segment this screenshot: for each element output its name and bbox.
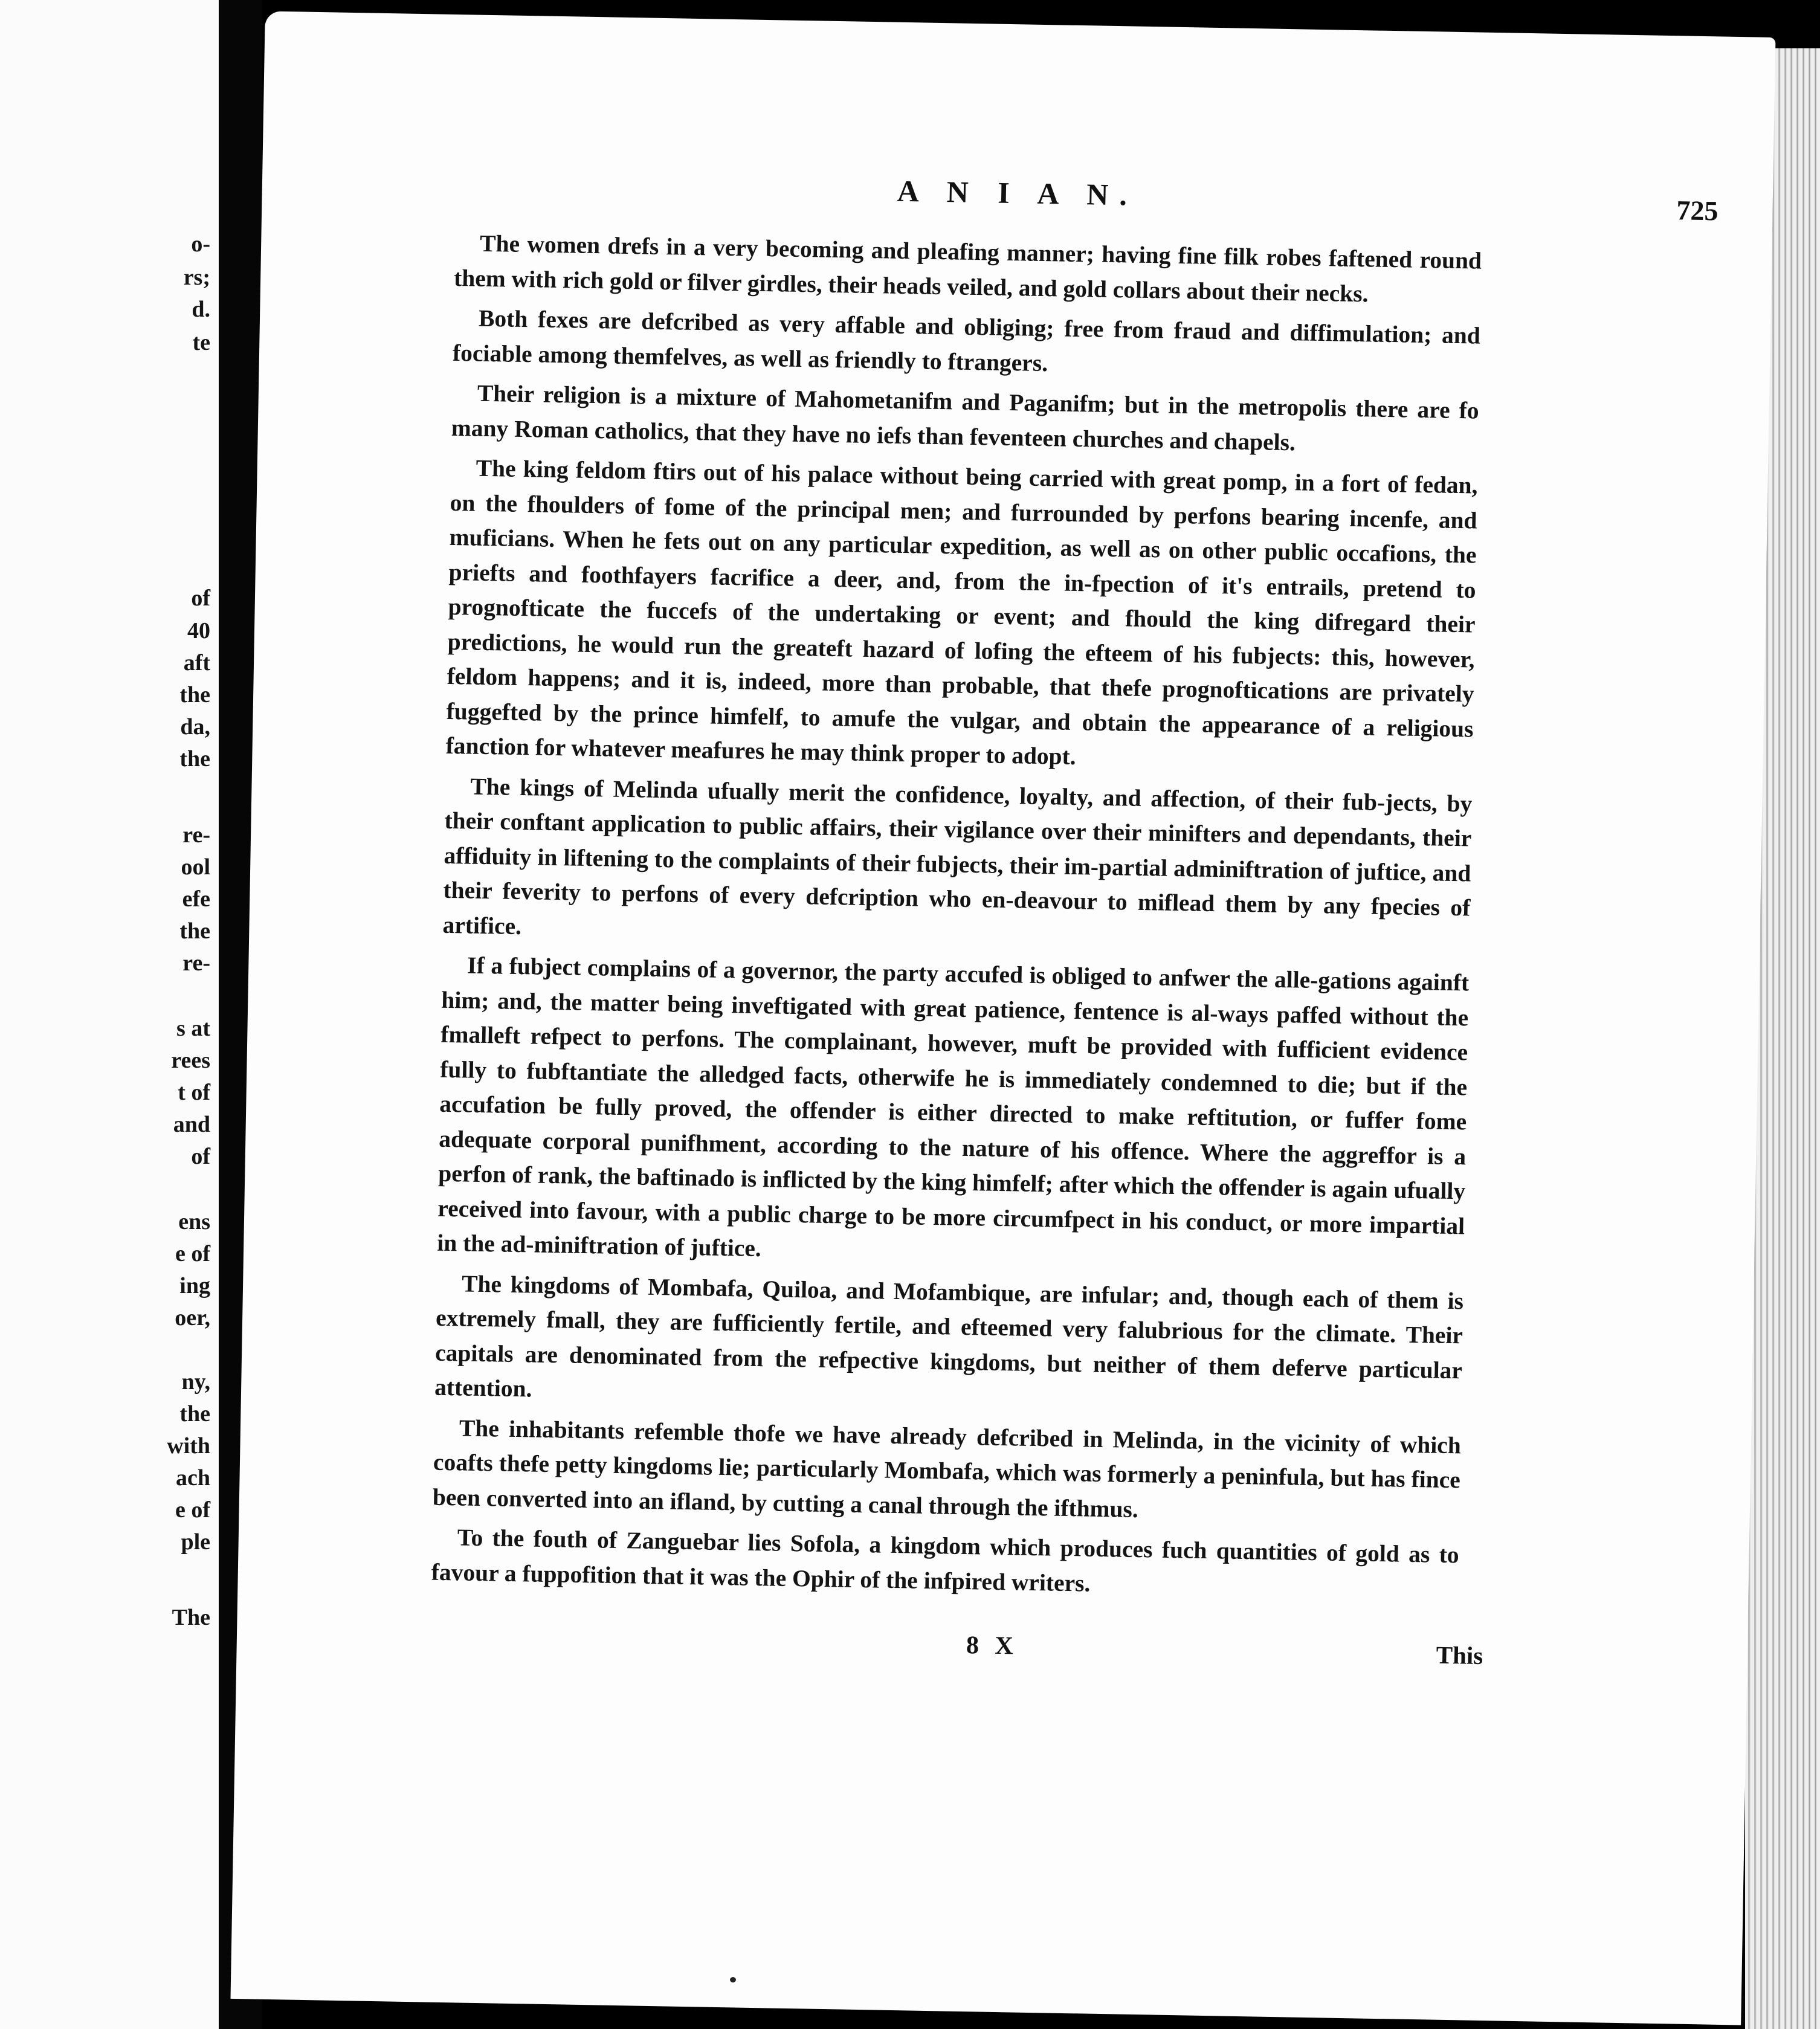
paragraph: Their religion is a mixture of Mahometanifm and Paganifm; but in the metropolis there are fo many Roman catholics, that they have no iefs than feventeen churches and chapels. <box>451 379 1480 456</box>
left-page-line: re- <box>182 822 210 848</box>
paragraph: To the fouth of Zanguebar lies Sofola, a kingdom which produces fuch quantities of gold as to favour a fuppofition that it was the Ophir of the infpired writers. <box>431 1524 1459 1597</box>
left-page-line: the <box>179 746 210 772</box>
left-page-line: with <box>167 1433 210 1459</box>
left-page-line: e of <box>175 1241 210 1266</box>
left-page-line: efe <box>182 886 210 912</box>
left-page-line: s at <box>176 1016 210 1041</box>
left-page-line: aft <box>183 650 210 676</box>
body-text <box>431 226 1482 1613</box>
left-page-line: da, <box>180 714 210 740</box>
ink-speck <box>730 1977 736 1982</box>
running-head: A N I A N. <box>897 173 1138 212</box>
page-number: 725 <box>1676 195 1718 227</box>
paragraph: The women drefs in a very becoming and pleafing manner; having fine filk robes faftened round them with rich gold or filver girdles, their heads veiled, and gold collars about their necks. <box>453 230 1482 307</box>
left-page-line: rees <box>171 1048 210 1073</box>
paragraph: The kings of Melinda ufually merit the confidence, loyalty, and affection, of their fub-jects, by their conftant application to public affairs, their vigilance over their minifters and dependants, their affiduity in liftening to the complaints of their fubjects, their im-partial adminiftration of juftice, and their feverity to perfons of every defcription who en-deavour to miflead them by any fpecies of artifice. <box>442 773 1473 940</box>
left-page-line: ing <box>179 1273 210 1298</box>
left-page-line: of <box>191 585 210 611</box>
left-page-line: the <box>179 918 210 944</box>
left-page-line: ach <box>176 1465 210 1491</box>
left-page-line: d. <box>192 297 210 322</box>
left-page-line: ool <box>181 854 210 880</box>
left-page-line: ple <box>181 1529 210 1555</box>
paragraph: Both fexes are defcribed as very affable and obliging; free from fraud and diffimulation; and fociable among themfelves, as well as friendly to ftrangers. <box>452 305 1481 376</box>
left-page-line: oer, <box>175 1305 210 1331</box>
paragraph: The kingdoms of Mombafa, Quiloa, and Mofambique, are infular; and, though each of them is extremely fmall, they are fufficiently fertile, and efteemed very falubrious for the climate. Their capitals are denominated from the refpective kingdoms, but neither of them deferve particular attention. <box>434 1269 1464 1402</box>
left-page-line: the <box>179 1401 210 1427</box>
paragraph: If a fubject complains of a governor, the party accufed is obliged to anfwer the alle-gations againft him; and, the matter being inveftigated with great patience, fentence is al-ways paffed without the fmalleft refpect to perfons. The complainant, however, muft be provided with fufficient evidence fully to fubftantiate the alledged facts, otherwife he is immediately condemned to die; but if the accufation be fully proved, the offender is either directed to make reftitution, or fuffer fome adequate corporal punifhment, according to the nature of his offence. Where the aggreffor is a perfon of rank, the baftinado is inflicted by the king himfelf; after which the offender is again ufually received into favour, with a public charge to be more circumfpect in his conduct, or more impartial in the ad-miniftration of juftice. <box>436 952 1470 1262</box>
left-page-line: te <box>192 330 210 355</box>
left-page-line: of <box>191 1144 210 1169</box>
left-page-line: e of <box>175 1497 210 1523</box>
signature-mark: 8 X <box>966 1631 1019 1660</box>
left-page-line: ny, <box>181 1369 210 1395</box>
paragraph: The king feldom ftirs out of his palace without being carried with great pomp, in a fort of fedan, on the fhoulders of fome of the principal men; and furrounded by perfons bearing incenfe, and muficians. When he fets out on any particular expedition, as well as on other public occafions, the priefts and foothfayers facrifice a deer, and, from the in-fpection of it's entrails, pretend to prognofticate the fuccefs of the undertaking or event; and fhould the king difregard their predictions, he would run the greateft hazard of lofing the efteem of his fubjects: this, however, feldom happens; and it is, indeed, more than probable, that thefe prognoftications are privately fuggefted by the prince himfelf, to amufe the vulgar, and obtain the appearance of a religious fanction for whatever meafures he may think proper to adopt. <box>445 454 1478 770</box>
left-page-line: re- <box>182 950 210 976</box>
left-page-line: 40 <box>187 618 210 644</box>
catchword: This <box>1436 1640 1483 1670</box>
left-page-line: and <box>173 1112 210 1137</box>
left-page-line: rs; <box>183 265 210 290</box>
book-page <box>230 11 1775 2025</box>
paragraph: The inhabitants refemble thofe we have already defcribed in Melinda, in the vicinity of which coafts thefe petty kingdoms lie; particularly Mombafa, which was formerly a peninfula, but has fince been converted into an ifland, by cutting a canal through the ifthmus. <box>432 1414 1462 1523</box>
left-page-line: t of <box>178 1080 210 1105</box>
left-page-line: the <box>179 682 210 708</box>
left-page-fragment <box>0 0 221 2029</box>
left-page-line: o- <box>191 231 210 257</box>
left-page-line: ens <box>178 1209 210 1234</box>
left-page-line: The <box>172 1605 210 1630</box>
